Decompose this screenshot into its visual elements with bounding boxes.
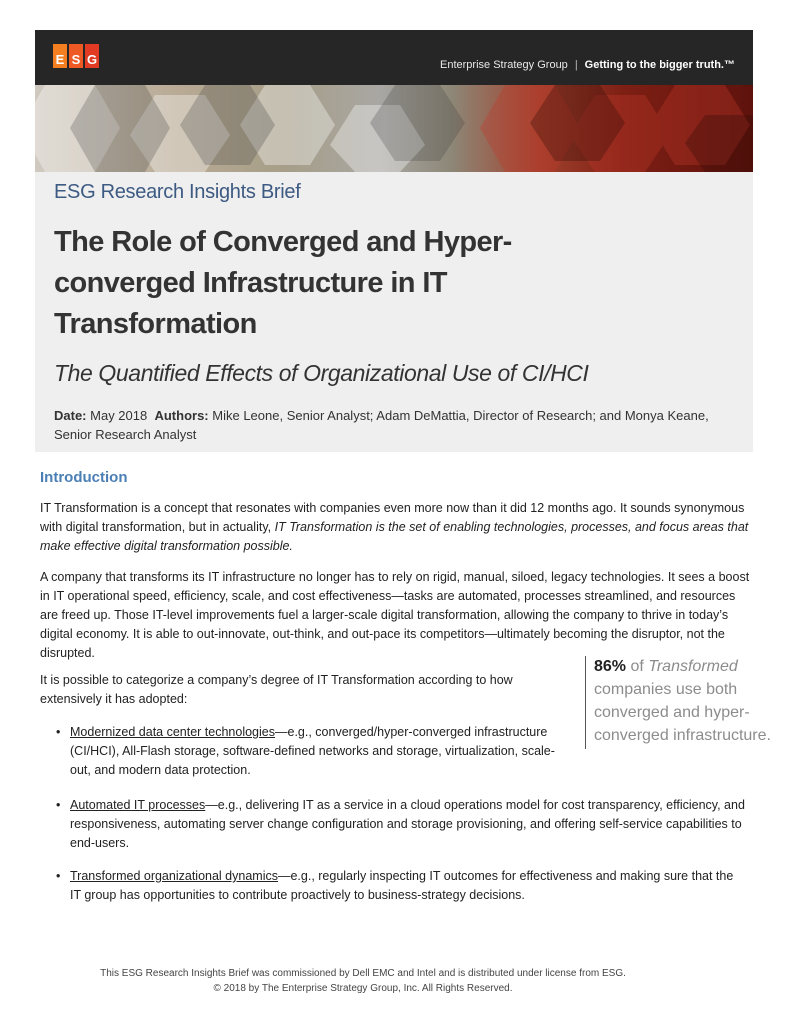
bullet-list — [56, 723, 571, 780]
report-date: May 2018 — [90, 408, 148, 423]
bullet-text: —e.g., delivering IT as a service in a cloud operations model for cost transparency, efficiency, and responsiveness, automating server change configuration and storage provisioning, and offering self-service capabilities to end-users. — [70, 798, 745, 850]
authors-list: Mike Leone, Senior Analyst; Adam DeMattia, Director of Research; and Monya Keane, Senior Research Analyst — [54, 408, 709, 442]
section-heading-introduction: Introduction — [40, 469, 128, 486]
header-bar — [35, 30, 753, 85]
footer-commission-note: This ESG Research Insights Brief was commissioned by Dell EMC and Intel and is distributed under license from ESG. — [100, 968, 626, 979]
bullet-lead: Transformed organizational dynamics — [70, 869, 278, 883]
callout-rest: companies use both converged and hyper-converged infrastructure. — [594, 681, 771, 744]
logo-letter-g: G — [85, 44, 99, 68]
authors-label: Authors: — [154, 408, 209, 423]
bullet-text: —e.g., regularly inspecting IT outcomes for effectiveness and making sure that the IT group has opportunities to contribute proactively to business-strategy decisions. — [70, 869, 734, 902]
callout-of: of — [626, 658, 649, 675]
decorative-banner — [35, 85, 753, 172]
bullet-text: —e.g., converged/hyper-converged infrastructure (CI/HCI), All-Flash storage, software-defined networks and storage, virtualization, scale-out, and modern data protection. — [70, 725, 555, 777]
footer-copyright: © 2018 by The Enterprise Strategy Group, Inc. All Rights Reserved. — [213, 983, 513, 994]
report-title: The Role of Converged and Hyper-converged Infrastructure in IT Transformation — [54, 226, 512, 340]
header-tagline — [440, 59, 735, 71]
brief-type-label: ESG Research Insights Brief — [54, 181, 301, 203]
intro-p1-italic: IT Transformation is the set of enabling technologies, processes, and focus areas that make effective digital transformation possible. — [40, 520, 749, 553]
callout-transformed: Transformed — [648, 658, 738, 675]
callout-text — [594, 655, 784, 747]
list-item — [56, 867, 746, 905]
logo-letter-e: E — [53, 44, 67, 68]
intro-paragraph-2: A company that transforms its IT infrastructure no longer has to rely on rigid, manual, siloed, legacy technologies. It sees a boost in IT operational speed, efficiency, scale, and cost effectiveness—tasks are automated, processes streamlined, and resources are freed up. Those IT-level improvements fuel a larger-scale digital transformation, allowing the company to thrive in today’s digital economy. It is able to out-innovate, out-think, and out-pace its competitors—ultimately becoming the disruptor, not the disrupted. — [40, 570, 750, 660]
list-item — [56, 796, 746, 853]
byline — [54, 406, 734, 444]
bullet-list — [56, 867, 746, 905]
bullet-lead: Modernized data center technologies — [70, 725, 275, 739]
hexagon-pattern-graphic — [35, 85, 753, 172]
date-label: Date: — [54, 408, 87, 423]
org-name: Enterprise Strategy Group — [440, 59, 568, 71]
intro-p1-text: IT Transformation is a concept that resonates with companies even more now than it did 12 months ago. It sounds synonymous with digital transformation, but in actuality, — [40, 501, 745, 534]
bullet-list — [56, 796, 746, 853]
bullet-lead: Automated IT processes — [70, 798, 206, 812]
tagline-separator: | — [574, 59, 578, 71]
esg-logo — [53, 44, 101, 74]
callout-percentage: 86% — [594, 658, 627, 675]
intro-paragraph-3: It is possible to categorize a company’s degree of IT Transformation according to how extensively it has adopted: — [40, 673, 513, 706]
page-footer — [0, 966, 726, 996]
list-item — [56, 723, 571, 780]
slogan: Getting to the bigger truth.™ — [584, 59, 735, 71]
logo-letter-s: S — [69, 44, 83, 68]
stat-callout — [585, 656, 784, 749]
intro-paragraph-1 — [40, 499, 752, 556]
report-subtitle: The Quantified Effects of Organizational Use of CI/HCI — [54, 360, 589, 386]
